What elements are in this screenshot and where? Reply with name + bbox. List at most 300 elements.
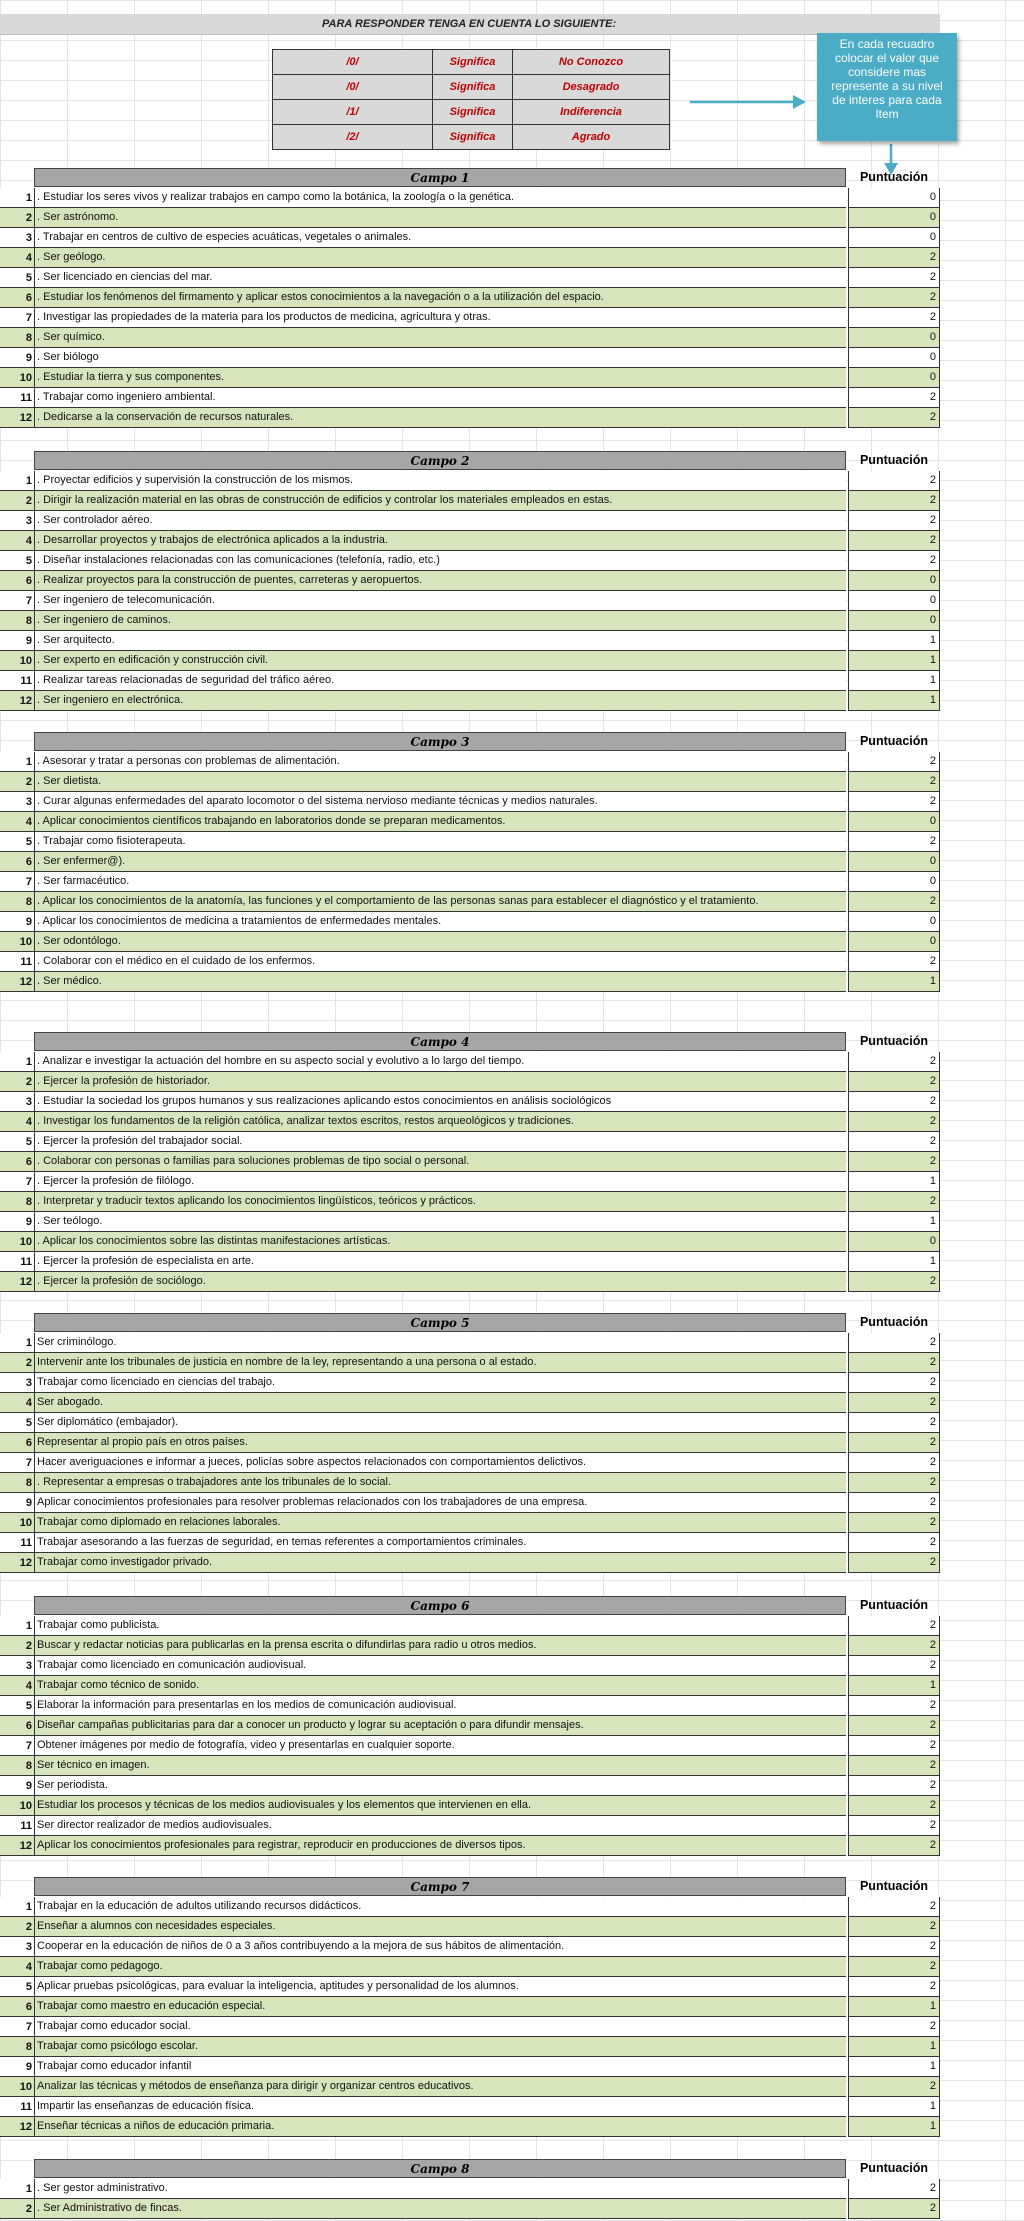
table-row bbox=[0, 812, 943, 832]
item-number: 6 bbox=[0, 1152, 34, 1172]
item-number: 8 bbox=[0, 2037, 34, 2057]
table-row bbox=[0, 1092, 943, 1112]
score-cell[interactable]: 2 bbox=[848, 792, 940, 812]
table-row bbox=[0, 691, 943, 711]
item-text: Enseñar técnicas a niños de educación primaria. bbox=[34, 2117, 846, 2137]
table-row bbox=[0, 1937, 943, 1957]
item-number: 3 bbox=[0, 511, 34, 531]
table-row bbox=[0, 368, 943, 388]
table-row bbox=[0, 328, 943, 348]
item-text: . Ser químico. bbox=[34, 328, 846, 348]
score-cell[interactable]: 2 bbox=[848, 1533, 940, 1553]
item-number: 5 bbox=[0, 1413, 34, 1433]
item-text: . Ser teólogo. bbox=[34, 1212, 846, 1232]
item-text: Ser técnico en imagen. bbox=[34, 1756, 846, 1776]
item-number: 4 bbox=[0, 812, 34, 832]
table-row bbox=[0, 651, 943, 671]
section-header bbox=[0, 732, 943, 752]
table-row bbox=[0, 2117, 943, 2137]
table-row bbox=[0, 1152, 943, 1172]
item-text: . Ejercer la profesión de especialista en arte. bbox=[34, 1252, 846, 1272]
table-row bbox=[0, 932, 943, 952]
score-cell[interactable]: 2 bbox=[848, 1756, 940, 1776]
section-title: Campo 6 bbox=[34, 1596, 846, 1615]
item-text: Trabajar como licenciado en comunicación audiovisual. bbox=[34, 1656, 846, 1676]
score-cell[interactable]: 2 bbox=[848, 288, 940, 308]
score-cell[interactable]: 2 bbox=[848, 1957, 940, 1977]
score-cell[interactable]: 2 bbox=[848, 408, 940, 428]
score-cell[interactable]: 0 bbox=[848, 852, 940, 872]
item-number: 8 bbox=[0, 1192, 34, 1212]
section-campo-8 bbox=[0, 2159, 943, 2219]
score-cell[interactable]: 2 bbox=[848, 1353, 940, 1373]
score-cell[interactable]: 2 bbox=[848, 772, 940, 792]
table-row bbox=[0, 792, 943, 812]
score-cell[interactable]: 2 bbox=[848, 1473, 940, 1493]
score-cell[interactable]: 1 bbox=[848, 1997, 940, 2017]
table-row bbox=[0, 1513, 943, 1533]
score-cell[interactable]: 1 bbox=[848, 2057, 940, 2077]
score-cell[interactable]: 2 bbox=[848, 1553, 940, 1573]
item-text: Estudiar los procesos y técnicas de los medios audiovisuales y los elementos que intervienen en ella. bbox=[34, 1796, 846, 1816]
item-text: Elaborar la información para presentarlas en los medios de comunicación audiovisual. bbox=[34, 1696, 846, 1716]
score-cell[interactable]: 1 bbox=[848, 631, 940, 651]
legend-code: /0/ bbox=[273, 50, 433, 75]
score-cell[interactable]: 2 bbox=[848, 752, 940, 772]
item-number: 4 bbox=[0, 1676, 34, 1696]
table-row bbox=[0, 2077, 943, 2097]
item-text: . Realizar tareas relacionadas de seguridad del tráfico aéreo. bbox=[34, 671, 846, 691]
item-text: Trabajar como publicista. bbox=[34, 1616, 846, 1636]
item-number: 12 bbox=[0, 1836, 34, 1856]
table-row bbox=[0, 2097, 943, 2117]
item-number: 6 bbox=[0, 1997, 34, 2017]
item-text: . Ser licenciado en ciencias del mar. bbox=[34, 268, 846, 288]
score-cell[interactable]: 2 bbox=[848, 2077, 940, 2097]
item-text: . Representar a empresas o trabajadores ante los tribunales de lo social. bbox=[34, 1473, 846, 1493]
legend-meaning: Agrado bbox=[513, 125, 670, 150]
score-cell[interactable]: 2 bbox=[848, 1413, 940, 1433]
item-text: Trabajar en la educación de adultos utilizando recursos didácticos. bbox=[34, 1897, 846, 1917]
item-text: Impartir las enseñanzas de educación física. bbox=[34, 2097, 846, 2117]
item-text: . Estudiar la tierra y sus componentes. bbox=[34, 368, 846, 388]
score-cell[interactable]: 2 bbox=[848, 892, 940, 912]
score-cell[interactable]: 0 bbox=[848, 208, 940, 228]
section-header bbox=[0, 1877, 943, 1897]
table-row bbox=[0, 611, 943, 631]
section-campo-3 bbox=[0, 732, 943, 992]
item-text: Diseñar campañas publicitarias para dar a conocer un producto y lograr su aceptación o para difundir mensajes. bbox=[34, 1716, 846, 1736]
score-cell[interactable]: 0 bbox=[848, 912, 940, 932]
item-text: Trabajar como maestro en educación especial. bbox=[34, 1997, 846, 2017]
score-cell[interactable]: 2 bbox=[848, 1072, 940, 1092]
score-cell[interactable]: 2 bbox=[848, 1736, 940, 1756]
item-number: 9 bbox=[0, 348, 34, 368]
table-row bbox=[0, 408, 943, 428]
table-row bbox=[0, 872, 943, 892]
item-text: Trabajar asesorando a las fuerzas de seguridad, en temas referentes a comportamientos criminales. bbox=[34, 1533, 846, 1553]
score-cell[interactable]: 2 bbox=[848, 1937, 940, 1957]
table-row bbox=[0, 511, 943, 531]
item-text: Ser abogado. bbox=[34, 1393, 846, 1413]
section-campo-6 bbox=[0, 1596, 943, 1856]
score-cell[interactable]: 2 bbox=[848, 1816, 940, 1836]
item-text: . Interpretar y traducir textos aplicando los conocimientos lingüísticos, teóricos y prácticos. bbox=[34, 1192, 846, 1212]
item-text: . Diseñar instalaciones relacionadas con las comunicaciones (telefonía, radio, etc.) bbox=[34, 551, 846, 571]
item-number: 9 bbox=[0, 1776, 34, 1796]
item-number: 10 bbox=[0, 2077, 34, 2097]
item-number: 12 bbox=[0, 1272, 34, 1292]
legend-label: Significa bbox=[433, 75, 513, 100]
table-row bbox=[0, 571, 943, 591]
score-cell[interactable]: 1 bbox=[848, 1172, 940, 1192]
section-title: Campo 4 bbox=[34, 1032, 846, 1051]
score-cell[interactable]: 0 bbox=[848, 812, 940, 832]
item-number: 11 bbox=[0, 952, 34, 972]
score-cell[interactable]: 1 bbox=[848, 1212, 940, 1232]
score-cell[interactable]: 2 bbox=[848, 1433, 940, 1453]
item-text: . Ser geólogo. bbox=[34, 248, 846, 268]
item-number: 11 bbox=[0, 388, 34, 408]
score-cell[interactable]: 2 bbox=[848, 1513, 940, 1533]
item-text: . Investigar los fundamentos de la religión católica, analizar textos escritos, restos arqueológicos y tradiciones. bbox=[34, 1112, 846, 1132]
table-row bbox=[0, 1776, 943, 1796]
item-number: 7 bbox=[0, 308, 34, 328]
item-number: 2 bbox=[0, 1353, 34, 1373]
score-cell[interactable]: 2 bbox=[848, 1836, 940, 1856]
score-cell[interactable]: 0 bbox=[848, 611, 940, 631]
item-number: 4 bbox=[0, 248, 34, 268]
table-row bbox=[0, 671, 943, 691]
score-column-header: Puntuación bbox=[859, 1598, 929, 1612]
score-cell[interactable]: 2 bbox=[848, 1917, 940, 1937]
table-row bbox=[0, 1756, 943, 1776]
score-cell[interactable]: 2 bbox=[848, 1272, 940, 1292]
score-cell[interactable]: 1 bbox=[848, 2037, 940, 2057]
table-row bbox=[0, 1052, 943, 1072]
item-number: 4 bbox=[0, 531, 34, 551]
right-arrow-icon bbox=[690, 95, 806, 109]
table-row bbox=[0, 2017, 943, 2037]
item-text: . Aplicar conocimientos científicos trabajando en laboratorios donde se preparan medicamentos. bbox=[34, 812, 846, 832]
item-number: 3 bbox=[0, 792, 34, 812]
table-row bbox=[0, 1212, 943, 1232]
table-row bbox=[0, 2179, 943, 2199]
score-cell[interactable]: 2 bbox=[848, 1152, 940, 1172]
item-number: 5 bbox=[0, 1977, 34, 1997]
score-cell[interactable]: 1 bbox=[848, 2097, 940, 2117]
score-cell[interactable]: 1 bbox=[848, 651, 940, 671]
item-number: 1 bbox=[0, 188, 34, 208]
score-cell[interactable]: 2 bbox=[848, 1616, 940, 1636]
legend-label: Significa bbox=[433, 100, 513, 125]
item-text: Trabajar como educador social. bbox=[34, 2017, 846, 2037]
table-row bbox=[0, 1132, 943, 1152]
item-number: 10 bbox=[0, 1232, 34, 1252]
section-title: Campo 8 bbox=[34, 2159, 846, 2178]
score-cell[interactable]: 2 bbox=[848, 531, 940, 551]
score-cell[interactable]: 1 bbox=[848, 1252, 940, 1272]
item-text: . Ser enfermer@). bbox=[34, 852, 846, 872]
instruction-text: PARA RESPONDER TENGA EN CUENTA LO SIGUIENTE: bbox=[322, 18, 617, 30]
item-number: 10 bbox=[0, 651, 34, 671]
table-row bbox=[0, 772, 943, 792]
item-number: 7 bbox=[0, 2017, 34, 2037]
score-cell[interactable]: 2 bbox=[848, 471, 940, 491]
score-cell[interactable]: 2 bbox=[848, 388, 940, 408]
score-cell[interactable]: 2 bbox=[848, 1796, 940, 1816]
score-cell[interactable]: 2 bbox=[848, 1776, 940, 1796]
item-text: . Ser astrónomo. bbox=[34, 208, 846, 228]
item-text: . Ejercer la profesión de historiador. bbox=[34, 1072, 846, 1092]
item-number: 7 bbox=[0, 1172, 34, 1192]
item-number: 8 bbox=[0, 1473, 34, 1493]
item-text: . Aplicar los conocimientos de medicina a tratamientos de enfermedades mentales. bbox=[34, 912, 846, 932]
item-text: Trabajar como educador infantil bbox=[34, 2057, 846, 2077]
item-text: Buscar y redactar noticias para publicarlas en la prensa escrita o difundirlas para radio u otros medios. bbox=[34, 1636, 846, 1656]
score-cell[interactable]: 1 bbox=[848, 671, 940, 691]
section-campo-4 bbox=[0, 1032, 943, 1292]
score-column-header: Puntuación bbox=[859, 1034, 929, 1048]
item-number: 2 bbox=[0, 1636, 34, 1656]
item-text: . Colaborar con personas o familias para soluciones problemas de tipo social o personal. bbox=[34, 1152, 846, 1172]
table-row bbox=[0, 1736, 943, 1756]
item-number: 10 bbox=[0, 368, 34, 388]
item-number: 9 bbox=[0, 631, 34, 651]
item-text: . Dirigir la realización material en las obras de construcción de edificios y controlar los materiales empleados en estas. bbox=[34, 491, 846, 511]
legend-code: /2/ bbox=[273, 125, 433, 150]
table-row bbox=[0, 1333, 943, 1353]
item-number: 2 bbox=[0, 491, 34, 511]
score-cell[interactable]: 2 bbox=[848, 1656, 940, 1676]
item-number: 11 bbox=[0, 671, 34, 691]
item-number: 11 bbox=[0, 2097, 34, 2117]
table-row bbox=[0, 1957, 943, 1977]
score-cell[interactable]: 2 bbox=[848, 2199, 940, 2219]
legend-meaning: Desagrado bbox=[513, 75, 670, 100]
table-row bbox=[0, 952, 943, 972]
table-row bbox=[0, 2037, 943, 2057]
table-row bbox=[0, 1172, 943, 1192]
score-column-header: Puntuación bbox=[859, 453, 929, 467]
score-cell[interactable]: 2 bbox=[848, 1052, 940, 1072]
table-row bbox=[0, 1997, 943, 2017]
item-number: 6 bbox=[0, 571, 34, 591]
score-cell[interactable]: 0 bbox=[848, 328, 940, 348]
item-text: Obtener imágenes por medio de fotografía, video y presentarlas en cualquier soporte. bbox=[34, 1736, 846, 1756]
score-cell[interactable]: 0 bbox=[848, 188, 940, 208]
score-cell[interactable]: 2 bbox=[848, 248, 940, 268]
item-number: 5 bbox=[0, 1696, 34, 1716]
item-number: 10 bbox=[0, 1796, 34, 1816]
table-row bbox=[0, 551, 943, 571]
section-title: Campo 5 bbox=[34, 1313, 846, 1332]
table-row bbox=[0, 832, 943, 852]
item-text: . Aplicar los conocimientos de la anatomía, las funciones y el comportamiento de las personas sanas para establecer el diagnóstico y el tratamiento. bbox=[34, 892, 846, 912]
item-number: 1 bbox=[0, 471, 34, 491]
score-cell[interactable]: 2 bbox=[848, 1132, 940, 1152]
item-number: 1 bbox=[0, 1897, 34, 1917]
item-text: Trabajar como investigador privado. bbox=[34, 1553, 846, 1573]
table-row bbox=[0, 1796, 943, 1816]
score-cell[interactable]: 2 bbox=[848, 491, 940, 511]
table-row bbox=[0, 1252, 943, 1272]
table-row bbox=[0, 1393, 943, 1413]
score-cell[interactable]: 0 bbox=[848, 591, 940, 611]
table-row bbox=[0, 248, 943, 268]
item-text: Intervenir ante los tribunales de justicia en nombre de la ley, representando a una persona o al estado. bbox=[34, 1353, 846, 1373]
section-header bbox=[0, 2159, 943, 2179]
score-cell[interactable]: 2 bbox=[848, 551, 940, 571]
item-number: 11 bbox=[0, 1252, 34, 1272]
item-text: . Desarrollar proyectos y trabajos de electrónica aplicados a la industria. bbox=[34, 531, 846, 551]
legend-meaning: Indiferencia bbox=[513, 100, 670, 125]
item-text: . Estudiar los fenómenos del firmamento y aplicar estos conocimientos a la navegación o a la utilización del espacio. bbox=[34, 288, 846, 308]
table-row bbox=[0, 208, 943, 228]
score-cell[interactable]: 0 bbox=[848, 368, 940, 388]
item-text: Trabajar como licenciado en ciencias del trabajo. bbox=[34, 1373, 846, 1393]
item-number: 3 bbox=[0, 228, 34, 248]
score-cell[interactable]: 0 bbox=[848, 932, 940, 952]
score-cell[interactable]: 2 bbox=[848, 1453, 940, 1473]
table-row bbox=[0, 1616, 943, 1636]
item-number: 3 bbox=[0, 1092, 34, 1112]
item-text: Trabajar como diplomado en relaciones laborales. bbox=[34, 1513, 846, 1533]
score-column-header: Puntuación bbox=[859, 2161, 929, 2175]
item-text: . Ser farmacéutico. bbox=[34, 872, 846, 892]
score-cell[interactable]: 2 bbox=[848, 1696, 940, 1716]
item-number: 5 bbox=[0, 268, 34, 288]
score-cell[interactable]: 1 bbox=[848, 2117, 940, 2137]
score-cell[interactable]: 2 bbox=[848, 1493, 940, 1513]
item-number: 12 bbox=[0, 2117, 34, 2137]
item-text: Ser criminólogo. bbox=[34, 1333, 846, 1353]
table-row bbox=[0, 471, 943, 491]
score-cell[interactable]: 2 bbox=[848, 1716, 940, 1736]
score-cell[interactable]: 2 bbox=[848, 1192, 940, 1212]
score-cell[interactable]: 2 bbox=[848, 1092, 940, 1112]
table-row bbox=[0, 1272, 943, 1292]
score-cell[interactable]: 0 bbox=[848, 348, 940, 368]
item-text: . Proyectar edificios y supervisión la construcción de los mismos. bbox=[34, 471, 846, 491]
table-row bbox=[0, 1676, 943, 1696]
item-text: . Investigar las propiedades de la materia para los productos de medicina, agricultura y otras. bbox=[34, 308, 846, 328]
item-number: 6 bbox=[0, 852, 34, 872]
score-cell[interactable]: 2 bbox=[848, 1977, 940, 1997]
table-row bbox=[0, 1656, 943, 1676]
score-cell[interactable]: 2 bbox=[848, 1333, 940, 1353]
score-column-header: Puntuación bbox=[859, 1879, 929, 1893]
item-number: 6 bbox=[0, 1433, 34, 1453]
score-cell[interactable]: 1 bbox=[848, 691, 940, 711]
score-cell[interactable]: 0 bbox=[848, 872, 940, 892]
table-row bbox=[0, 631, 943, 651]
item-number: 1 bbox=[0, 2179, 34, 2199]
table-row bbox=[0, 1716, 943, 1736]
item-text: . Ser dietista. bbox=[34, 772, 846, 792]
item-text: Trabajar como psicólogo escolar. bbox=[34, 2037, 846, 2057]
section-header bbox=[0, 1313, 943, 1333]
score-cell[interactable]: 0 bbox=[848, 1232, 940, 1252]
score-cell[interactable]: 0 bbox=[848, 228, 940, 248]
table-row bbox=[0, 388, 943, 408]
item-number: 4 bbox=[0, 1957, 34, 1977]
score-cell[interactable]: 2 bbox=[848, 268, 940, 288]
item-text: . Ser experto en edificación y construcción civil. bbox=[34, 651, 846, 671]
item-number: 2 bbox=[0, 2199, 34, 2219]
item-text: . Dedicarse a la conservación de recursos naturales. bbox=[34, 408, 846, 428]
item-number: 2 bbox=[0, 1072, 34, 1092]
table-row bbox=[0, 972, 943, 992]
item-text: . Ejercer la profesión del trabajador social. bbox=[34, 1132, 846, 1152]
item-number: 5 bbox=[0, 551, 34, 571]
table-row bbox=[0, 188, 943, 208]
table-row bbox=[0, 268, 943, 288]
section-campo-5 bbox=[0, 1313, 943, 1573]
item-text: Enseñar a alumnos con necesidades especiales. bbox=[34, 1917, 846, 1937]
item-number: 2 bbox=[0, 1917, 34, 1937]
score-cell[interactable]: 2 bbox=[848, 1636, 940, 1656]
score-cell[interactable]: 2 bbox=[848, 952, 940, 972]
item-number: 7 bbox=[0, 1453, 34, 1473]
item-text: . Ser biólogo bbox=[34, 348, 846, 368]
table-row bbox=[0, 491, 943, 511]
score-cell[interactable]: 2 bbox=[848, 1897, 940, 1917]
score-cell[interactable]: 1 bbox=[848, 972, 940, 992]
score-cell[interactable]: 2 bbox=[848, 308, 940, 328]
score-cell[interactable]: 2 bbox=[848, 1393, 940, 1413]
table-row bbox=[0, 1473, 943, 1493]
item-number: 2 bbox=[0, 208, 34, 228]
score-cell[interactable]: 2 bbox=[848, 2017, 940, 2037]
score-cell[interactable]: 2 bbox=[848, 1112, 940, 1132]
table-row bbox=[0, 892, 943, 912]
section-header bbox=[0, 1596, 943, 1616]
score-cell[interactable]: 2 bbox=[848, 1373, 940, 1393]
score-cell[interactable]: 0 bbox=[848, 571, 940, 591]
table-row bbox=[0, 1533, 943, 1553]
item-text: . Ser ingeniero de telecomunicación. bbox=[34, 591, 846, 611]
item-text: Hacer averiguaciones e informar a jueces, policías sobre aspectos relacionados con comportamientos delictivos. bbox=[34, 1453, 846, 1473]
item-text: Ser periodista. bbox=[34, 1776, 846, 1796]
instruction-note: En cada recuadro colocar el valor que considere mas represente a su nivel de interes para cada Item bbox=[817, 33, 957, 141]
score-cell[interactable]: 1 bbox=[848, 1676, 940, 1696]
table-row bbox=[0, 2199, 943, 2219]
item-number: 8 bbox=[0, 328, 34, 348]
item-text: . Analizar e investigar la actuación del hombre en su aspecto social y evolutivo a lo largo del tiempo. bbox=[34, 1052, 846, 1072]
item-number: 11 bbox=[0, 1816, 34, 1836]
item-text: . Ser arquitecto. bbox=[34, 631, 846, 651]
item-text: . Realizar proyectos para la construcción de puentes, carreteras y aeropuertos. bbox=[34, 571, 846, 591]
item-number: 4 bbox=[0, 1112, 34, 1132]
score-cell[interactable]: 2 bbox=[848, 832, 940, 852]
table-row bbox=[0, 308, 943, 328]
score-cell[interactable]: 2 bbox=[848, 511, 940, 531]
score-cell[interactable]: 2 bbox=[848, 2179, 940, 2199]
item-number: 6 bbox=[0, 1716, 34, 1736]
item-text: . Ser ingeniero de caminos. bbox=[34, 611, 846, 631]
item-number: 12 bbox=[0, 408, 34, 428]
item-number: 9 bbox=[0, 912, 34, 932]
item-text: . Estudiar los seres vivos y realizar trabajos en campo como la botánica, la zoología o la genética. bbox=[34, 188, 846, 208]
item-text: . Ser médico. bbox=[34, 972, 846, 992]
item-number: 1 bbox=[0, 752, 34, 772]
table-row bbox=[0, 531, 943, 551]
item-number: 2 bbox=[0, 772, 34, 792]
table-row bbox=[0, 1977, 943, 1997]
item-text: Analizar las técnicas y métodos de enseñanza para dirigir y organizar centros educativos. bbox=[34, 2077, 846, 2097]
table-row bbox=[0, 912, 943, 932]
